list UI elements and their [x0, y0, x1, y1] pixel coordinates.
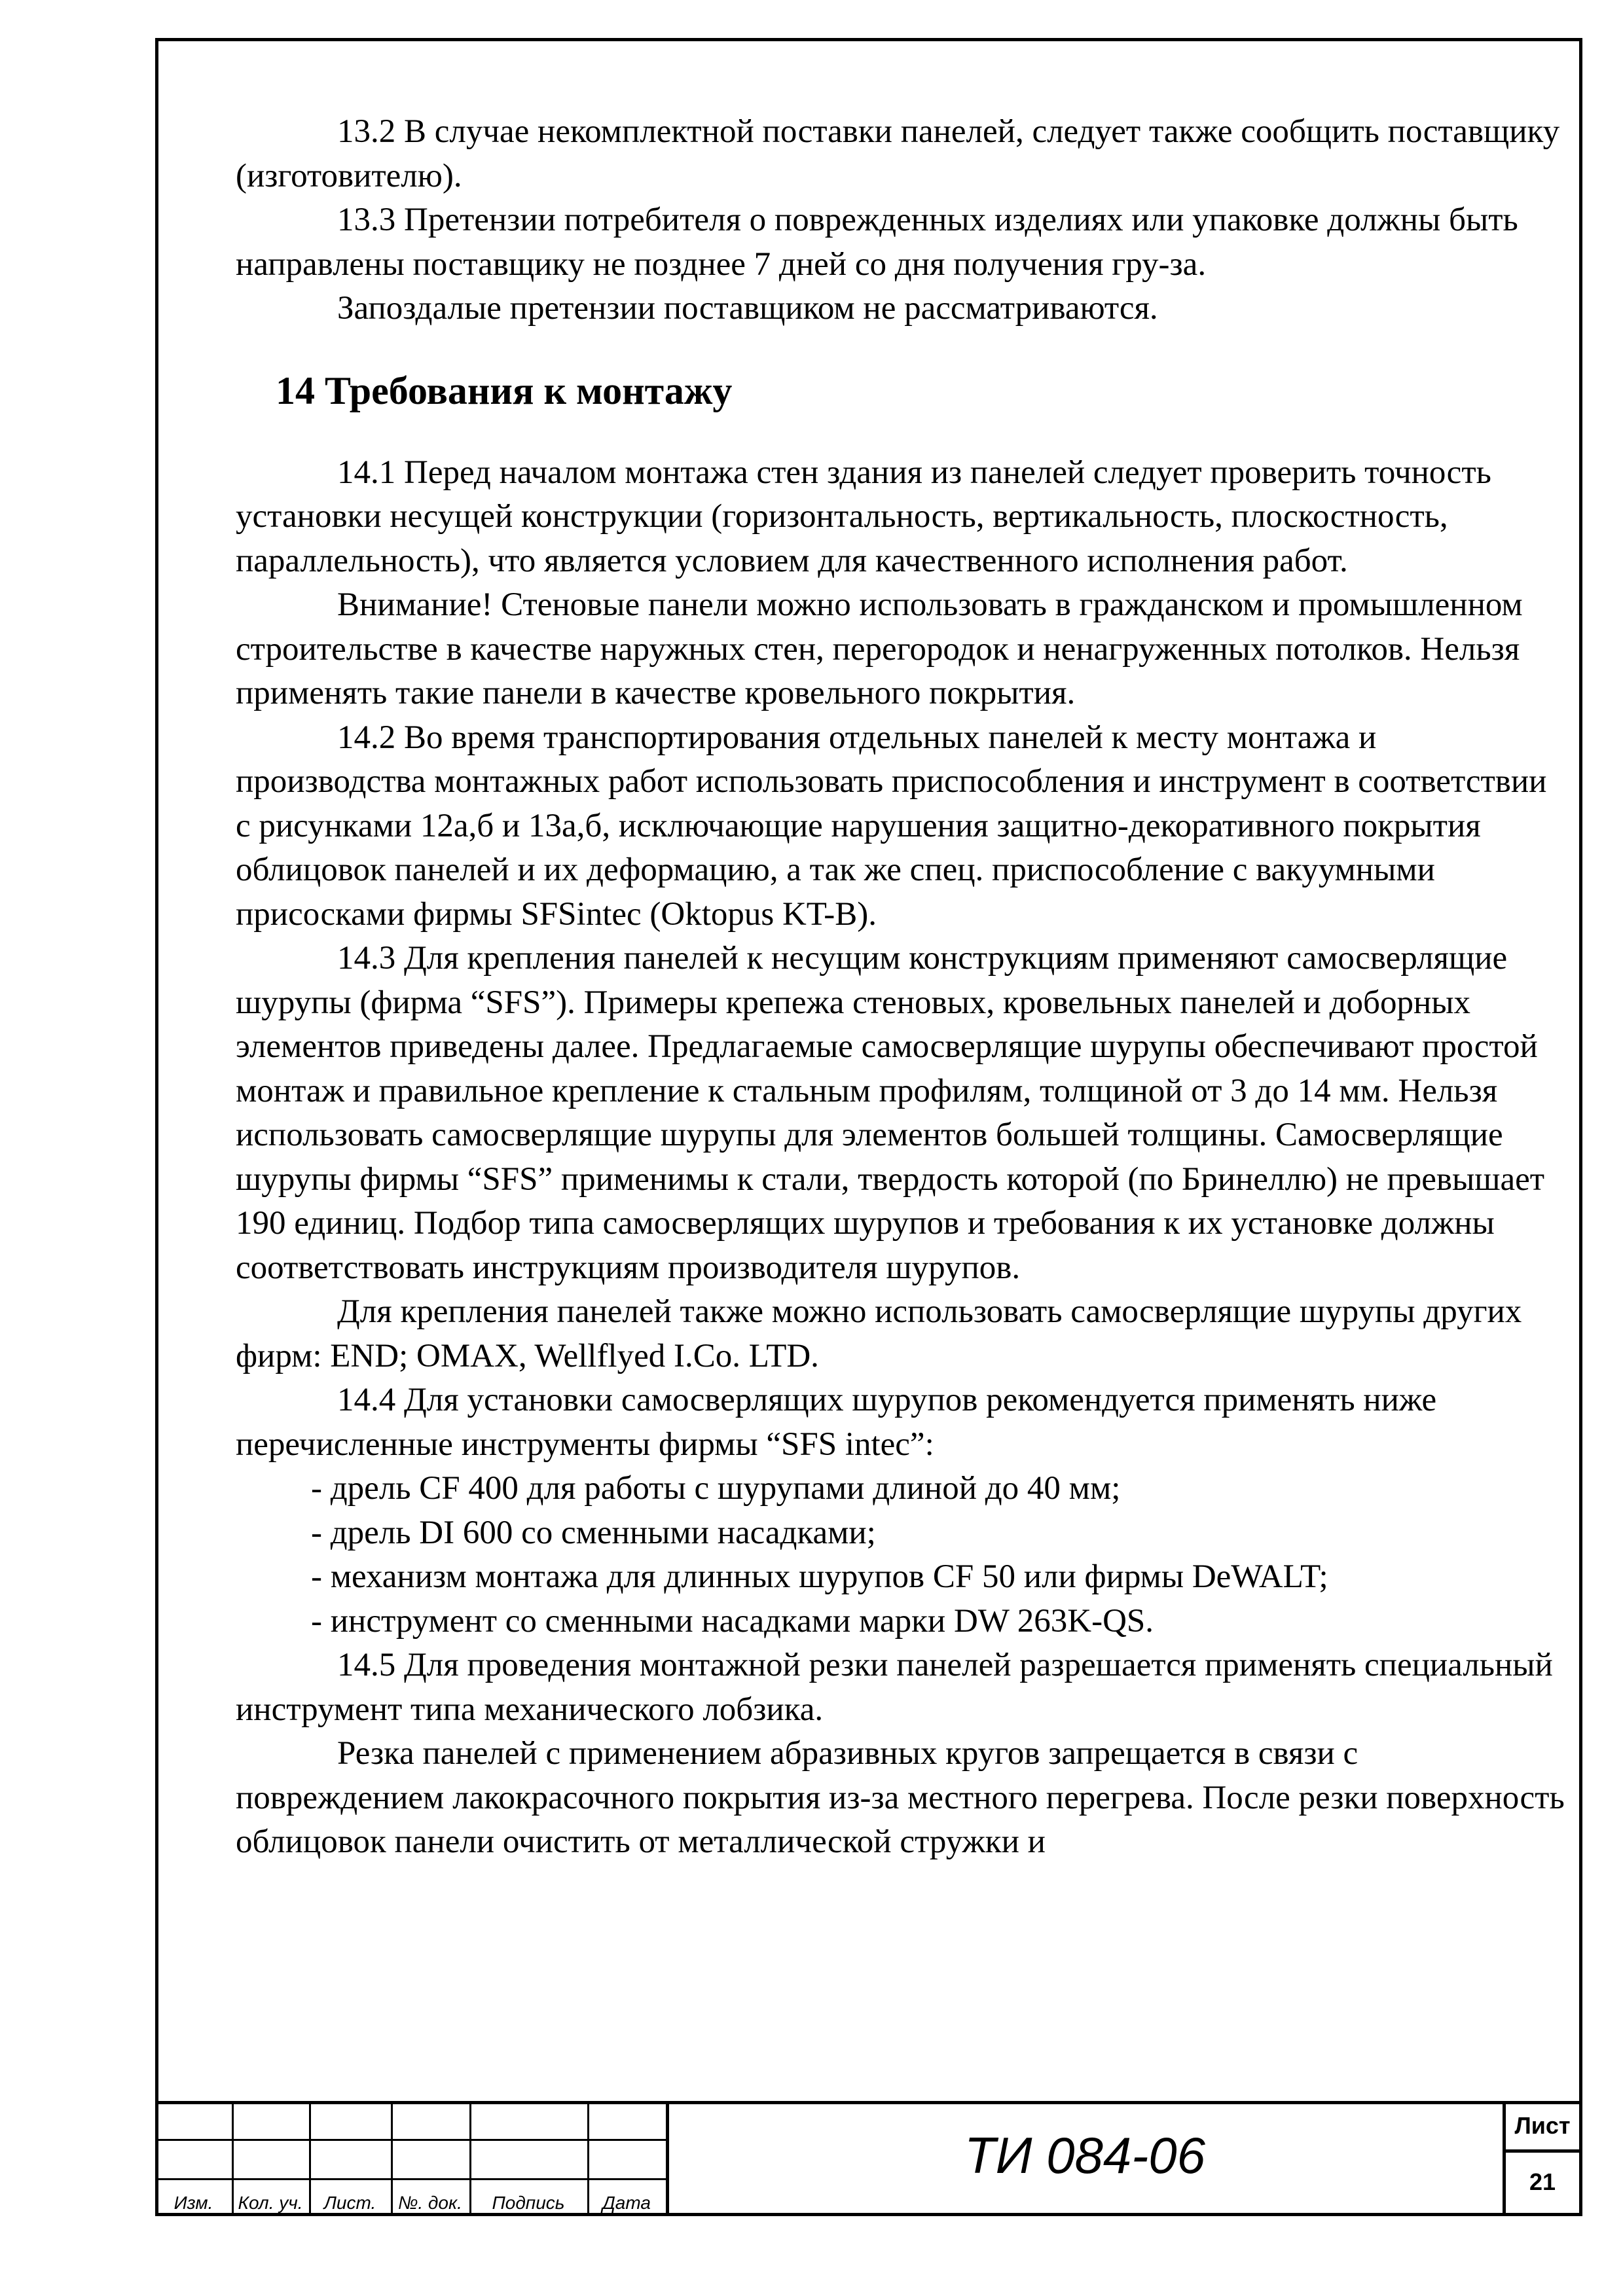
- list-item: - инструмент со сменными насадками марки DW 263K-QS.: [311, 1602, 1154, 1640]
- paragraph-14-4: 14.4 Для установки самосверлящих шурупов рекомендуется применять ниже перечисленные инструменты фирмы “SFS intec”:: [236, 1382, 1437, 1463]
- title-block-top-border: [155, 2101, 1582, 2104]
- paragraph-13-2: 13.2 В случае некомплектной поставки панелей, следует также сообщить поставщику (изготовителю).: [236, 113, 1560, 194]
- label-qty: Кол. уч.: [238, 2193, 303, 2213]
- label-sheet: Лист.: [323, 2193, 376, 2213]
- sheet-number: 21: [1529, 2168, 1556, 2195]
- document-code: ТИ 084-06: [964, 2126, 1205, 2184]
- paragraph-late-claims: Запоздалые претензии поставщиком не рассматриваются.: [337, 290, 1158, 327]
- label-doc-number: №. док.: [398, 2193, 462, 2213]
- list-item: - дрель DI 600 со сменными насадками;: [311, 1514, 876, 1551]
- paragraph-13-3: 13.3 Претензии потребителя о поврежденных изделиях или упаковке должны быть направлены поставщику не позднее 7 дней со дня получения гру-за.: [236, 202, 1518, 283]
- divider: [1503, 2149, 1582, 2153]
- list-item: - механизм монтажа для длинных шурупов CF 50 или фирмы DeWALT;: [311, 1558, 1328, 1595]
- paragraph-14-3: 14.3 Для крепления панелей к несущим конструкциям применяют самосверлящие шурупы (фирма “SFS”). Примеры крепежа стеновых, кровельных панелей и доборных элементов приведены далее. Предлагаемые самосверлящие шурупы обеспечивают простой монтаж и правильное крепление к стальным профилям, толщиной от 3 до 14 мм. Нельзя использовать самосверлящие шурупы для элементов большей толщины. Самосверлящие шурупы фирмы “SFS” применимы к стали, твердость которой (по Бринеллю) не превышает 190 единиц. Подбор типа самосверлящих шурупов и требования к их установке должны соответствовать инструкциям производителя шурупов.: [236, 940, 1545, 1286]
- paragraph-14-1: 14.1 Перед началом монтажа стен здания из панелей следует проверить точность установки несущей конструкции (горизонтальность, вертикальность, плоскостность, параллельность), что является условием для качественного исполнения работ.: [236, 454, 1491, 579]
- document-body: [236, 110, 1565, 1865]
- list-item: - дрель CF 400 для работы с шурупами длиной до 40 мм;: [311, 1470, 1121, 1507]
- tools-list: [236, 1467, 1565, 1643]
- label-signature: Подпись: [492, 2193, 565, 2213]
- title-block: [155, 2101, 1582, 2216]
- paragraph-14-2: 14.2 Во время транспортирования отдельных панелей к месту монтажа и производства монтажных работ использовать приспособления и инструмент в соответствии с рисунками 12а,б и 13а,б, исключающие нарушения защитно-декоративного покрытия облицовок панелей и их деформацию, а так же спец. приспособление с вакуумными присосками фирмы SFSintec (Oktopus KT-B).: [236, 719, 1547, 933]
- section-heading: 14 Требования к монтажу: [276, 368, 733, 412]
- paragraph-attention: Внимание! Стеновые панели можно использовать в гражданском и промышленном строительстве в качестве наружных стен, перегородок и ненагруженных потолков. Нельзя применять такие панели в качестве кровельного покрытия.: [236, 586, 1523, 711]
- paragraph-other-screws: Для крепления панелей также можно использовать самосверлящие шурупы других фирм: END; OMAX, Wellflyed I.Co. LTD.: [236, 1293, 1522, 1374]
- label-change: Изм.: [173, 2193, 213, 2213]
- label-date: Дата: [602, 2193, 651, 2213]
- divider: [155, 2139, 666, 2141]
- paragraph-cutting: Резка панелей с применением абразивных кругов запрещается в связи с повреждением лакокрасочного покрытия из-за местного перегрева. После резки поверхность облицовок панели очистить от металлической стружки и: [236, 1735, 1565, 1860]
- divider: [155, 2178, 666, 2180]
- sheet-label: Лист: [1514, 2112, 1571, 2139]
- paragraph-14-5: 14.5 Для проведения монтажной резки панелей разрешается применять специальный инструмент типа механического лобзика.: [236, 1647, 1553, 1728]
